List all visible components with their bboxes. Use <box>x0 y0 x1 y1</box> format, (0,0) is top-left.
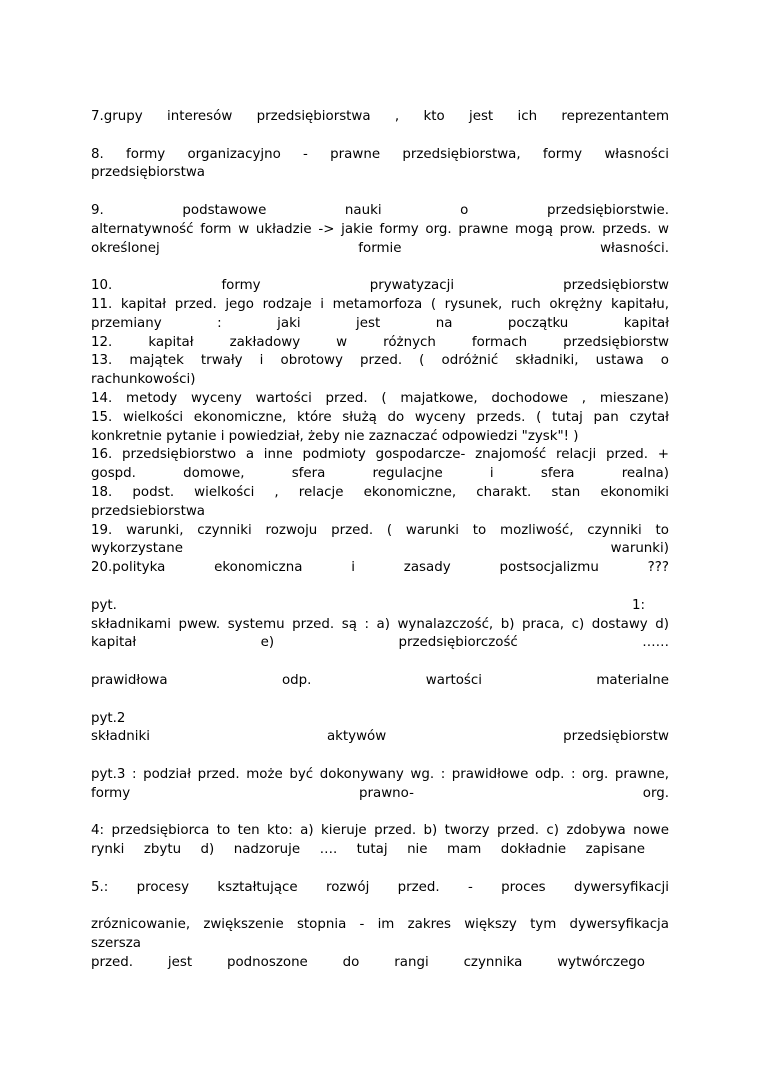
text-line: 8. formy organizacyjno - prawne przedsiębiorstwa, formy własności <box>91 146 669 162</box>
text-line: 12. kapitał zakładowy w różnych formach przedsiębiorstw <box>91 334 669 350</box>
text-line: składnikami pwew. systemu przed. są : a) wynalazczość, b) praca, c) dostawy d) <box>91 616 669 632</box>
document-body <box>91 108 669 973</box>
text-line: przemiany : jaki jest na początku kapitał <box>91 315 669 331</box>
blank-line <box>91 258 669 277</box>
text-line: 11. kapitał przed. jego rodzaje i metamorfoza ( rysunek, ruch okrężny kapitału, <box>91 296 669 312</box>
text-line: 14. metody wyceny wartości przed. ( majatkowe, dochodowe , mieszane) <box>91 390 669 406</box>
text-line: kapitał e) przedsiębiorczość …… <box>91 635 669 651</box>
text-line: rynki zbytu d) nadzoruje …. tutaj nie mam dokładnie zapisane <box>91 842 645 858</box>
blank-line <box>91 803 669 822</box>
text-line: 15. wielkości ekonomiczne, które służą do wyceny przeds. ( tutaj pan czytał <box>91 409 669 425</box>
text-line: formy prawno- org. <box>91 785 669 801</box>
blank-line <box>91 183 669 202</box>
text-line: 16. przedsiębiorstwo a inne podmioty gospodarcze- znajomość relacji przed. + <box>91 447 669 463</box>
text-line: 19. warunki, czynniki rozwoju przed. ( warunki to mozliwość, czynniki to <box>91 522 669 538</box>
text-line: 7.grupy interesów przedsiębiorstwa , kto jest ich reprezentantem <box>91 109 669 124</box>
text-line: przedsiębiorstwa <box>91 165 206 181</box>
text-line: 5.: procesy kształtujące rozwój przed. - proces dywersyfikacji <box>91 879 669 895</box>
blank-line <box>91 691 669 710</box>
blank-line <box>91 747 669 766</box>
text-line: składniki aktywów przedsiębiorstw <box>91 729 669 745</box>
text-line: gospd. domowe, sfera regulacjne i sfera realna) <box>91 466 669 482</box>
blank-line <box>91 578 669 597</box>
text-line: 20.polityka ekonomiczna i zasady postsocjalizmu ??? <box>91 560 669 576</box>
text-line: określonej formie własności. <box>91 240 669 256</box>
text-line: zróznicowanie, zwiększenie stopnia - im zakres większy tym dywersyfikacja <box>91 917 669 933</box>
text-line: 13. majątek trwały i obrotowy przed. ( odróżnić składniki, ustawa o <box>91 353 669 369</box>
text-line: konkretnie pytanie i powiedział, żeby nie zaznaczać odpowiedzi "zysk"! ) <box>91 428 579 444</box>
text-line: pyt.2 <box>91 710 126 726</box>
text-line: pyt.3 : podział przed. może być dokonywany wg. : prawidłowe odp. : org. prawne, <box>91 766 669 782</box>
text-line: alternatywność form w układzie -> jakie formy org. prawne mogą prow. przeds. w <box>91 221 669 237</box>
text-line: wykorzystane warunki) <box>91 541 669 557</box>
blank-line <box>91 860 669 879</box>
text-line: szersza <box>91 936 141 952</box>
blank-line <box>91 897 669 916</box>
text-line: 10. formy prywatyzacji przedsiębiorstw <box>91 278 669 294</box>
text-line: rachunkowości) <box>91 372 196 388</box>
text-line: przed. jest podnoszone do rangi czynnika wytwórczego <box>91 954 645 970</box>
text-line: przedsiebiorstwa <box>91 503 206 519</box>
text-line: 18. podst. wielkości , relacje ekonomiczne, charakt. stan ekonomiki <box>91 484 669 500</box>
text-line: prawidłowa odp. wartości materialne <box>91 672 669 688</box>
blank-line <box>91 653 669 672</box>
blank-line <box>91 127 669 146</box>
text-line: pyt. 1: <box>91 597 645 613</box>
text-line: 9. podstawowe nauki o przedsiębiorstwie. <box>91 202 669 218</box>
text-line: 4: przedsiębiorca to ten kto: a) kieruje przed. b) tworzy przed. c) zdobywa nowe <box>91 823 669 839</box>
